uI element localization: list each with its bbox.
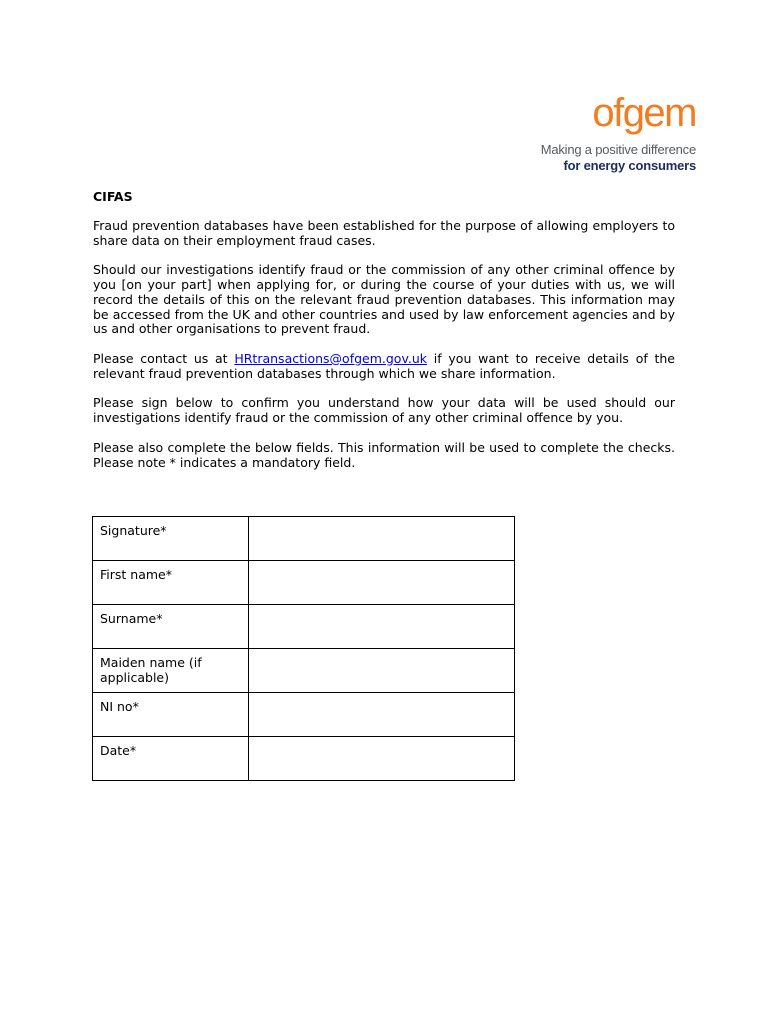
logo-tagline-line-2: for energy consumers	[563, 158, 696, 173]
page-title: CIFAS	[93, 189, 133, 204]
paragraph-fraud-databases: Fraud prevention databases have been established for the purpose of allowing employers to share data on their employment fraud cases.	[93, 217, 675, 248]
paragraph-complete-fields: Please also complete the below fields. This information will be used to complete the checks. Please note * indicates a mandatory field.	[93, 439, 675, 470]
ni-number-label: NI no*	[93, 693, 249, 737]
document-body	[93, 190, 675, 485]
signature-label: Signature*	[93, 517, 249, 561]
logo-wordmark: ofgem	[592, 91, 696, 135]
surname-field[interactable]	[249, 605, 515, 649]
signature-field[interactable]	[249, 517, 515, 561]
contact-text-before: Please contact us at	[93, 350, 235, 366]
first-name-field[interactable]	[249, 561, 515, 605]
logo-tagline-line-1: Making a positive difference	[540, 142, 696, 157]
date-label: Date*	[93, 737, 249, 781]
ni-number-field[interactable]	[249, 693, 515, 737]
first-name-label: First name*	[93, 561, 249, 605]
table-row	[93, 561, 515, 605]
maiden-name-label: Maiden name (if applicable)	[93, 649, 249, 693]
date-field[interactable]	[249, 737, 515, 781]
hr-email-link[interactable]: HRtransactions@ofgem.gov.uk	[234, 350, 428, 366]
ofgem-logo	[540, 90, 700, 174]
table-row	[93, 649, 515, 693]
table-row	[93, 605, 515, 649]
contact-text-after: if you want to receive details of the relevant fraud prevention databases through which we share information.	[93, 350, 675, 381]
paragraph-investigations: Should our investigations identify fraud or the commission of any other criminal offence by you [on your part] when applying for, or during the course of your duties with us, we will record the details of this on the relevant fraud prevention databases. This information may be accessed from the UK and other countries and used by law enforcement agencies and by us and other organisations to prevent fraud.	[93, 262, 675, 337]
maiden-name-field[interactable]	[249, 649, 515, 693]
table-row	[93, 517, 515, 561]
paragraph-contact	[93, 352, 675, 382]
details-form-table	[92, 516, 515, 781]
surname-label: Surname*	[93, 605, 249, 649]
paragraph-sign-below: Please sign below to confirm you understand how your data will be used should our investigations identify fraud or the commission of any other criminal offence by you.	[93, 395, 675, 426]
table-row	[93, 737, 515, 781]
table-row	[93, 693, 515, 737]
